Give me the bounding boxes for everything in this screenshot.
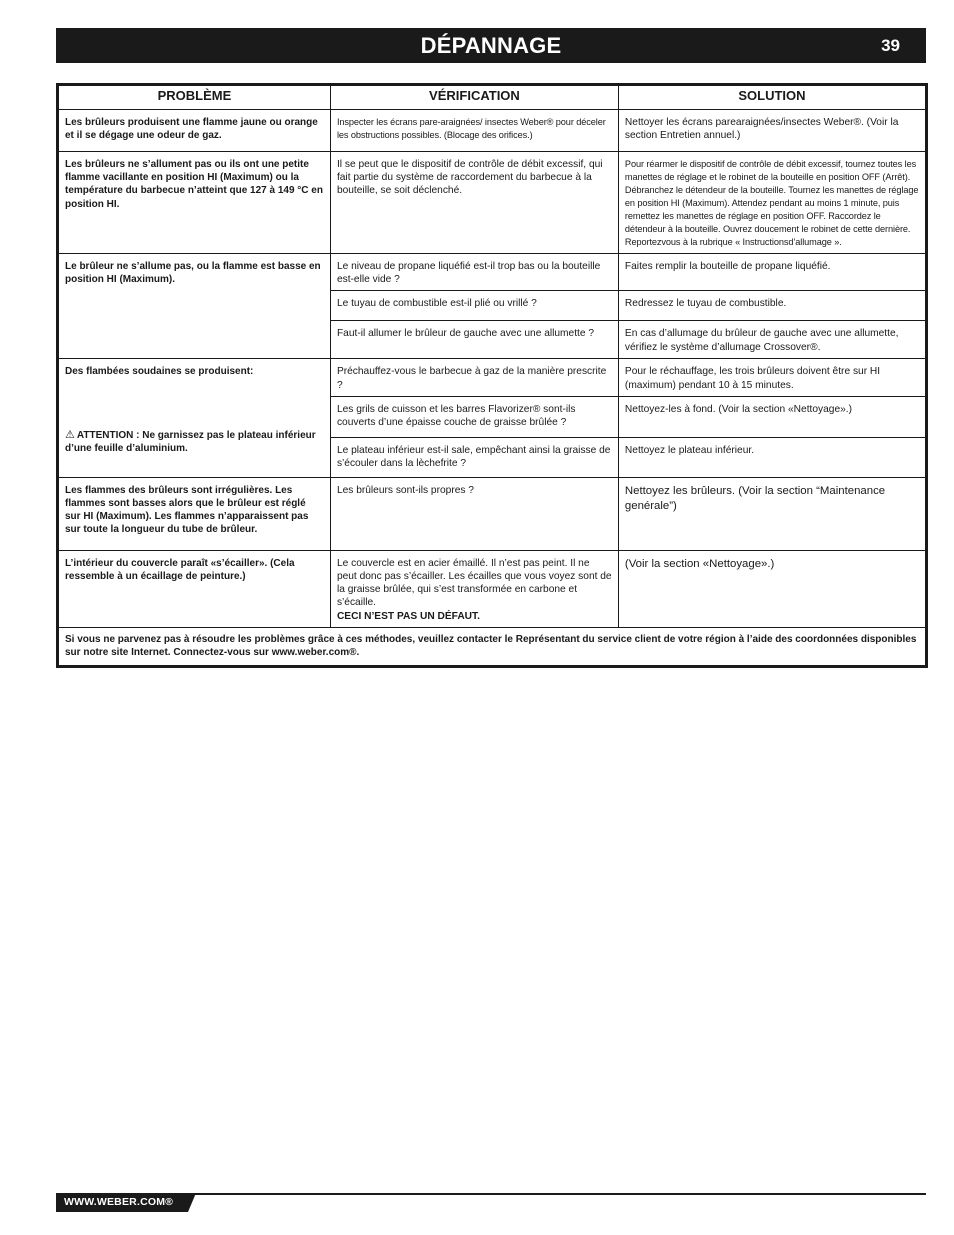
problem-cell xyxy=(58,359,331,477)
table-header-row xyxy=(58,85,927,110)
verification-cell: Préchauffez-vous le barbecue à gaz de la manière prescrite ? xyxy=(330,359,618,396)
table-row xyxy=(58,152,927,254)
footer-url[interactable]: WWW.WEBER.COM® xyxy=(64,1196,174,1208)
troubleshooting-table xyxy=(56,83,928,668)
problem-cell: Les flammes des brûleurs sont irrégulières. Les flammes sont basses alors que le brûleur est réglé sur HI (Maximum). Les flammes n’apparaissent pas sur toute la longueur du tube de brûleur. xyxy=(58,477,331,550)
solution-cell: En cas d’allumage du brûleur de gauche avec une allumette, vérifiez le système d’allumage Crossover®. xyxy=(618,321,926,359)
verification-text: Le couvercle est en acier émaillé. Il n’est pas peint. Il ne peut donc pas s’écailler. Les écailles que vous voyez sont de la graisse brûlée, qui s’est transformée en carbone et s’écaille. xyxy=(336,557,612,609)
problem-text: Des flambées soudaines se produisent: xyxy=(65,366,254,378)
verification-cell: Les grils de cuisson et les barres Flavorizer® sont-ils couverts d’une épaisse couche de graisse brûlée ? xyxy=(330,396,618,437)
solution-cell: (Voir la section «Nettoyage».) xyxy=(618,550,926,627)
verification-cell: Les brûleurs sont-ils propres ? xyxy=(330,477,618,550)
problem-cell: Les brûleurs ne s’allument pas ou ils ont une petite flamme vacillante en position HI (Maximum) ou la température du barbecue n’atteint que 127 à 149 °C en position HI. xyxy=(58,152,331,254)
verification-cell: Il se peut que le dispositif de contrôle de débit excessif, qui fait partie du système de raccordement du barbecue à la bouteille, se soit déclenché. xyxy=(330,152,618,254)
table-row xyxy=(58,254,927,291)
table-row xyxy=(58,110,927,152)
warning-triangle-icon: ⚠ xyxy=(65,428,75,441)
verification-cell: Le tuyau de combustible est-il plié ou vrillé ? xyxy=(330,291,618,321)
verification-cell xyxy=(330,550,618,627)
solution-cell: Redressez le tuyau de combustible. xyxy=(618,291,926,321)
table-row xyxy=(58,550,927,627)
contact-note: Si vous ne parvenez pas à résoudre les problèmes grâce à ces méthodes, veuillez contacter le Représentant du service client de votre région à l’aide des coordonnées disponibles sur notre site Internet. Connectez-vous sur www.weber.com®. xyxy=(58,627,927,666)
footer-url-tab xyxy=(56,1193,196,1212)
column-header-verification: VÉRIFICATION xyxy=(330,85,618,110)
solution-cell: Nettoyer les écrans parearaignées/insectes Weber®. (Voir la section Entretien annuel.) xyxy=(618,110,926,152)
warning-text: ATTENTION : Ne garnissez pas le plateau inférieur d’une feuille d’aluminium. xyxy=(65,429,316,454)
page-number: 39 xyxy=(881,36,900,55)
solution-cell: Pour le réchauffage, les trois brûleurs doivent être sur HI (maximum) pendant 10 à 15 minutes. xyxy=(618,359,926,396)
table-row xyxy=(58,477,927,550)
table-row xyxy=(58,359,927,396)
problem-cell: L’intérieur du couvercle paraît «s’écailler». (Cela ressemble à un écaillage de peinture.) xyxy=(58,550,331,627)
page-header xyxy=(56,28,926,63)
verification-cell: Le plateau inférieur est-il sale, empêchant ainsi la graisse de s’écouler dans la lèchefrite ? xyxy=(330,437,618,477)
solution-cell: Nettoyez les brûleurs. (Voir la section “Maintenance genérale”) xyxy=(618,477,926,550)
verification-cell: Le niveau de propane liquéfié est-il trop bas ou la bouteille est-elle vide ? xyxy=(330,254,618,291)
problem-cell: Le brûleur ne s’allume pas, ou la flamme est basse en position HI (Maximum). xyxy=(58,254,331,359)
solution-cell: Nettoyez-les à fond. (Voir la section «Nettoyage».) xyxy=(618,396,926,437)
column-header-probleme: PROBLÈME xyxy=(58,85,331,110)
solution-cell: Pour réarmer le dispositif de contrôle de débit excessif, tournez toutes les manettes de réglage et le robinet de la bouteille en position OFF (Arrêt). Débranchez le détendeur de la bouteille. Tournez les manettes de réglage en position HI (Maximum). Attendez pendant au moins 1 minute, puis remettez les manettes de réglage en position OFF. Raccordez le détendeur à la bouteille. Ouvrez doucement le robinet de cette dernière. Reportezvous à la rubrique « Instructionsd’allumage ». xyxy=(618,152,926,254)
verification-cell: Faut-il allumer le brûleur de gauche avec une allumette ? xyxy=(330,321,618,359)
verification-emphasis: CECI N’EST PAS UN DÉFAUT. xyxy=(336,610,480,622)
problem-cell: Les brûleurs produisent une flamme jaune ou orange et il se dégage une odeur de gaz. xyxy=(58,110,331,152)
page-title: DÉPANNAGE xyxy=(420,33,562,58)
solution-cell: Faites remplir la bouteille de propane liquéfié. xyxy=(618,254,926,291)
column-header-solution: SOLUTION xyxy=(618,85,926,110)
solution-cell: Nettoyez le plateau inférieur. xyxy=(618,437,926,477)
warning-note xyxy=(65,429,324,455)
table-footer-row xyxy=(58,627,927,666)
verification-cell: Inspecter les écrans pare-araignées/ insectes Weber® pour déceler les obstructions possibles. (Blocage des orifices.) xyxy=(330,110,618,152)
